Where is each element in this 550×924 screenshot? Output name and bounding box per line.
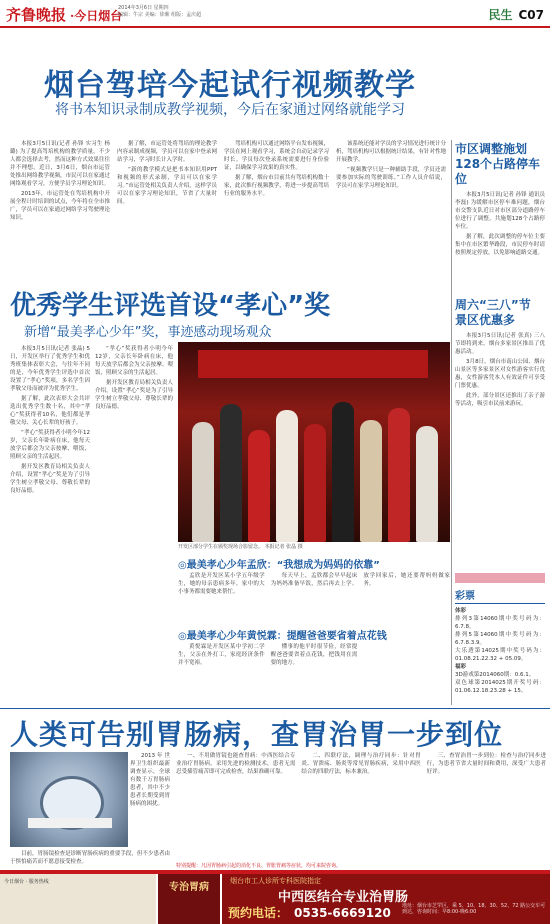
paragraph: “孝心”奖获得者小明今年12岁，父亲长年卧病在床，他每天放学后都会为父亲按摩、喂饭，照顾父亲的生活起居。 bbox=[10, 430, 90, 460]
lead-column-3 bbox=[224, 140, 329, 275]
paragraph: 一、不用做胃镜也能查胃病：中西医结合专业治疗胃肠病，采用先进的检测技术，患者无需忍受插管痛苦即可完成检查，结果准确可靠。 bbox=[176, 753, 296, 775]
photo-figure bbox=[276, 410, 298, 542]
lead-subheadline: 将书本知识录制成教学视频，今后在家通过网络就能学习 bbox=[55, 102, 405, 118]
ad-body bbox=[176, 752, 546, 862]
sidebar-headline-line2: 景区优惠多 bbox=[455, 313, 516, 327]
header-editors: 编辑：牛宗 美编：徐紫 组版：孟庆超 bbox=[118, 12, 202, 18]
phone-block bbox=[228, 904, 391, 921]
subhead-2-body bbox=[178, 643, 450, 703]
notice-bar bbox=[455, 573, 545, 583]
photo-figure bbox=[248, 430, 270, 542]
photo-figure bbox=[332, 402, 354, 542]
paragraph: 本报3月5日讯(记者 张真) 三八节即将到来，烟台多家景区推出了优惠活动。 bbox=[455, 333, 545, 355]
paragraph: 2013年世界卫生组织最新调查显示，全球有数千万胃肠病患者，其中不少患者长期受到胃肠病的困扰。 bbox=[130, 753, 170, 807]
ad-headline: 人类可告别胃肠病，查胃治胃一步到位 bbox=[10, 718, 504, 751]
notice-line: 大乐透第14025期中奖号码为：01.08.21.22.32 + 05.09。 bbox=[455, 648, 545, 662]
photo-figure bbox=[304, 424, 326, 542]
medical-device-image bbox=[10, 752, 128, 847]
section2-subheadline: 新增“最美孝心少年”奖，事迹感动现场观众 bbox=[24, 325, 272, 340]
sidebar-body bbox=[455, 191, 545, 291]
sidebar-headline: 周六“三八”节 bbox=[455, 298, 531, 312]
notice-line: 排列5第14060期中奖号码为：6.7.8.3.9。 bbox=[455, 632, 545, 646]
paragraph: “孝心”奖获得者小明今年12岁，父亲长年卧病在床，他每天放学后都会为父亲按摩、喂饭，照顾父亲的生活起居。 bbox=[95, 346, 173, 376]
footer-strip: 今日烟台 · 服务热线 bbox=[0, 874, 156, 924]
hospital-address: 地址：烟台市芝罘区，乘 5、10、18、30、52、72 路公交车可到达，咨询时间：早8:00-晚6:00 bbox=[402, 903, 546, 915]
column-divider bbox=[451, 140, 452, 705]
section2-column-1 bbox=[10, 345, 90, 705]
page-indicator bbox=[488, 6, 544, 23]
story-subhead-2: ◎最美孝心少年黄悦霖：提醒爸爸要省着点花钱 bbox=[178, 631, 387, 642]
masthead-title: 齐鲁晚报 bbox=[6, 6, 67, 24]
paragraph: 据开发区教育局相关负责人介绍，设置“孝心”奖是为了引导学生树立孝敬父母、尊敬长辈的良好品德。 bbox=[95, 380, 173, 410]
section2-column-2 bbox=[95, 345, 173, 705]
header-date: 2014年3月6日 星期四 bbox=[118, 5, 169, 11]
section-tag: ·今日烟台 bbox=[70, 9, 123, 23]
photo-figure bbox=[220, 404, 242, 542]
lead-column-4 bbox=[336, 140, 446, 275]
paragraph: 本报3月5日讯(记者 张晶) 5日，开发区举行了优秀学生和优秀班集体表彰大会，与往年不同的是，今年优秀学生评选中首次设置了“孝心”奖项，多名学生因孝敬父母而被评为优秀学生。 bbox=[10, 346, 90, 392]
photo-figure bbox=[192, 422, 214, 542]
sidebar-headline: 市区调整施划 bbox=[455, 142, 528, 156]
lead-column-1 bbox=[10, 140, 110, 275]
paragraph: 本报3月5日讯(记者 孙锋 实习生 杨璐) 为了提高驾培机构的教学质量，不少人都会选择去考，然而这种方式效果往往并不理想。近日，3月6日，烟台市运管处推出网络教学视频，市民可以在家通过网络观看学习，方便学员学习理论知识。 bbox=[10, 141, 110, 187]
sidebar-body bbox=[455, 332, 545, 557]
ad-headline-bar bbox=[0, 713, 550, 749]
ad-intro bbox=[130, 752, 170, 847]
page-number: C07 bbox=[518, 8, 544, 22]
exam-bed bbox=[28, 818, 112, 828]
sidebar-womens-day-story bbox=[455, 298, 545, 557]
phone-number[interactable]: 0535-6669120 bbox=[294, 906, 391, 920]
notice-body bbox=[455, 607, 545, 717]
notice-title: 彩票 bbox=[455, 587, 545, 604]
story-subhead-1: ◎最美孝心少年孟欣：“我想成为妈妈的依靠” bbox=[178, 560, 380, 571]
lottery-notice bbox=[455, 587, 545, 717]
photo-figure bbox=[360, 420, 382, 542]
header-meta bbox=[118, 5, 201, 19]
ad-footnote: 特别提醒：凡因胃肠病引起的消化不良、胃胀胃痛等症状，均可来院咨询。 bbox=[176, 863, 342, 869]
ad-separator bbox=[0, 708, 550, 709]
notice-line: 3D游戏第2014060期：0.6.1。 bbox=[455, 672, 535, 678]
paragraph: 此外，部分景区还推出了亲子游等活动，吸引市民前来游玩。 bbox=[455, 393, 545, 407]
paragraph: 据开发区教育局相关负责人介绍，设置“孝心”奖是为了引导学生树立孝敬父母、尊敬长辈的良好品德。 bbox=[10, 464, 90, 494]
photo-figure bbox=[416, 426, 438, 542]
paragraph: 据了解，市运管处将驾培的理论教学内容录制成视频，学员可以在家中登录网站学习，学习时长计入学时。 bbox=[117, 141, 217, 163]
hospital-contact-box bbox=[222, 874, 550, 924]
paragraph: 2013年，市运管处在驾培机构中开展全程计时培训的试点，今年将在全市推广，学员可以在家通过网络学习驾驶理论知识。 bbox=[10, 191, 110, 221]
paragraph: 孟欣是开发区某小学五年级学生，她的母亲患病多年，家中的大小事务都需要她来帮忙。 bbox=[178, 573, 265, 595]
paragraph: 黄悦霖是开发区某中学初二学生，父亲在外打工，家庭经济条件并不宽裕。 bbox=[178, 644, 265, 666]
photo-banner bbox=[198, 350, 428, 378]
sidebar-headline-line2: 128个占路停车位 bbox=[455, 157, 541, 186]
photo-caption: 开发区部分学生在颁奖现场合影留念。 本报记者 张晶 摄 bbox=[178, 544, 303, 550]
photo-figure bbox=[388, 408, 410, 542]
hospital-logo: 专治胃病 bbox=[158, 874, 220, 924]
notice-line: 排列3第14060期中奖号码为：6.7.8。 bbox=[455, 616, 545, 630]
header-rule bbox=[0, 26, 550, 28]
category-label: 民生 bbox=[488, 8, 513, 22]
paragraph: 懂事的他平时很节俭，经常提醒爸爸要省着点花钱，把钱用在需要的地方。 bbox=[270, 644, 358, 666]
paragraph: 三、查胃治胃一步到位：检查与治疗同步进行，为患者节省大量时间和费用，深受广大患者好评。 bbox=[426, 753, 546, 775]
notice-line: 福彩 bbox=[455, 664, 467, 670]
ad-intro-cont bbox=[10, 850, 170, 868]
paragraph: 据了解，此次调整的停车位主要集中在市区繁华路段，市民停车时请按照规定停放，以免影响道路交通。 bbox=[455, 234, 545, 256]
notice-line: 体彩 bbox=[455, 608, 467, 614]
hospital-tag: 烟台市工人诊所专科医院指定 bbox=[230, 877, 321, 885]
phone-label: 预约电话： bbox=[228, 906, 289, 920]
award-ceremony-photo bbox=[178, 342, 450, 542]
paragraph: 驾培机构可以通过网络平台发布视频，学员在网上观看学习，系统会自动记录学习时长。学员每次登录系统需要进行身份验证，以确保学习效果的真实性。 bbox=[224, 141, 329, 171]
paragraph: 该系统还能对学员的学习情况进行统计分析，驾培机构可以根据统计结果，有针对性地开展教学。 bbox=[336, 141, 446, 163]
paragraph: “视频教学只是一种辅助手段，学员还需要参加实际的驾驶训练。”工作人员介绍说，学员可在家学习理论知识。 bbox=[336, 167, 446, 189]
paragraph: 目前，胃肠镜检查是诊断胃肠疾病的重要手段，但不少患者由于惧怕痛苦而不愿意接受检查。 bbox=[10, 851, 170, 865]
paragraph: 据了解，此次表彰大会共评选出优秀学生数十名，其中“孝心”奖获得者10名，他们都是孝敬父母、关心长辈的好孩子。 bbox=[10, 396, 90, 426]
masthead-logo bbox=[6, 4, 122, 25]
paragraph: 二、四联疗法，调理与治疗同步：针对胃炎、胃溃疡、肠炎等常见胃肠疾病，采用中西医结合的四联疗法，标本兼治。 bbox=[301, 753, 421, 775]
sidebar-parking-story bbox=[455, 142, 545, 291]
subhead-1-body bbox=[178, 572, 450, 620]
paragraph: 每天早上，孟欣都会早早起床为妈妈准备早饭，然后再去上学。放学回家后，她还要帮妈妈做家务。 bbox=[270, 573, 450, 587]
section2-headline: 优秀学生评选首设“孝心”奖 bbox=[10, 291, 331, 321]
paragraph: 3月8日，烟台市南山公园、烟台山景区等多家景区对女性游客实行优惠，女性游客凭本人有效证件可享受门票优惠。 bbox=[455, 359, 545, 389]
paragraph: 据了解，烟台市目前共有驾培机构数十家，此次推行视频教学，将进一步提高驾培行业的服务水平。 bbox=[224, 175, 329, 197]
paragraph: 本报3月5日讯(记者 孙锋 通讯员 李磊) 为缓解市区停车难问题，烟台市交警支队近日对市区部分道路停车位进行了调整，共施划128个占路停车位。 bbox=[455, 192, 545, 230]
lead-column-2 bbox=[117, 140, 217, 275]
hospital-name: 中西医结合专业治胃肠 bbox=[278, 890, 409, 905]
notice-line: 双色球第2014025期开奖号码：01.06.12.18.23.28 + 15。 bbox=[455, 680, 545, 694]
lead-headline: 烟台驾培今起试行视频教学 bbox=[44, 68, 416, 103]
paragraph: “新的教学模式是把书本知识用PPT和视频的形式录制，学员可以在家学习。”市运管处相关负责人介绍，这样学员可以在家学习理论知识，节省了大量时间。 bbox=[117, 167, 217, 205]
